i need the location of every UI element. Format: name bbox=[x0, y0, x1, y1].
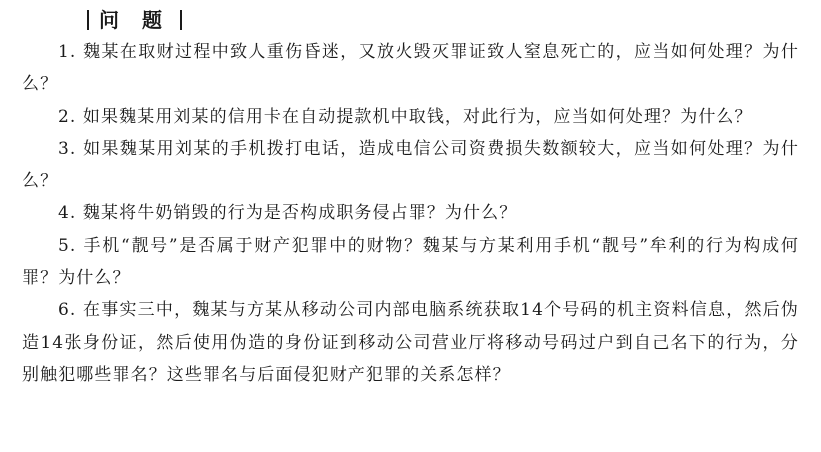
question-6: 6. 在事实三中，魏某与方某从移动公司内部电脑系统获取14个号码的机主资料信息，然后伪造14张身份证，然后使用伪造的身份证到移动公司营业厅将移动号码过户到自己名下的行为，分别触犯哪些罪名？这些罪名与后面侵犯财产犯罪的关系怎样？ bbox=[22, 300, 799, 385]
question-2: 2. 如果魏某用刘某的信用卡在自动提款机中取钱，对此行为，应当如何处理？为什么？ bbox=[58, 106, 753, 127]
heading-bar-right bbox=[180, 10, 182, 30]
question-5: 5. 手机“靓号”是否属于财产犯罪中的财物？魏某与方某利用手机“靓号”牟利的行为构成何罪？为什么？ bbox=[22, 235, 799, 289]
heading-bar-left bbox=[87, 10, 89, 30]
question-1: 1. 魏某在取财过程中致人重伤昏迷，又放火毁灭罪证致人窒息死亡的，应当如何处理？为什么？ bbox=[22, 42, 799, 95]
question-4: 4. 魏某将牛奶销毁的行为是否构成职务侵占罪？为什么？ bbox=[58, 203, 518, 224]
question-3: 3. 如果魏某用刘某的手机拨打电话，造成电信公司资费损失数额较大，应当如何处理？为什么？ bbox=[22, 138, 799, 192]
section-heading bbox=[77, 4, 799, 36]
heading-text: 问 题 bbox=[99, 8, 170, 32]
